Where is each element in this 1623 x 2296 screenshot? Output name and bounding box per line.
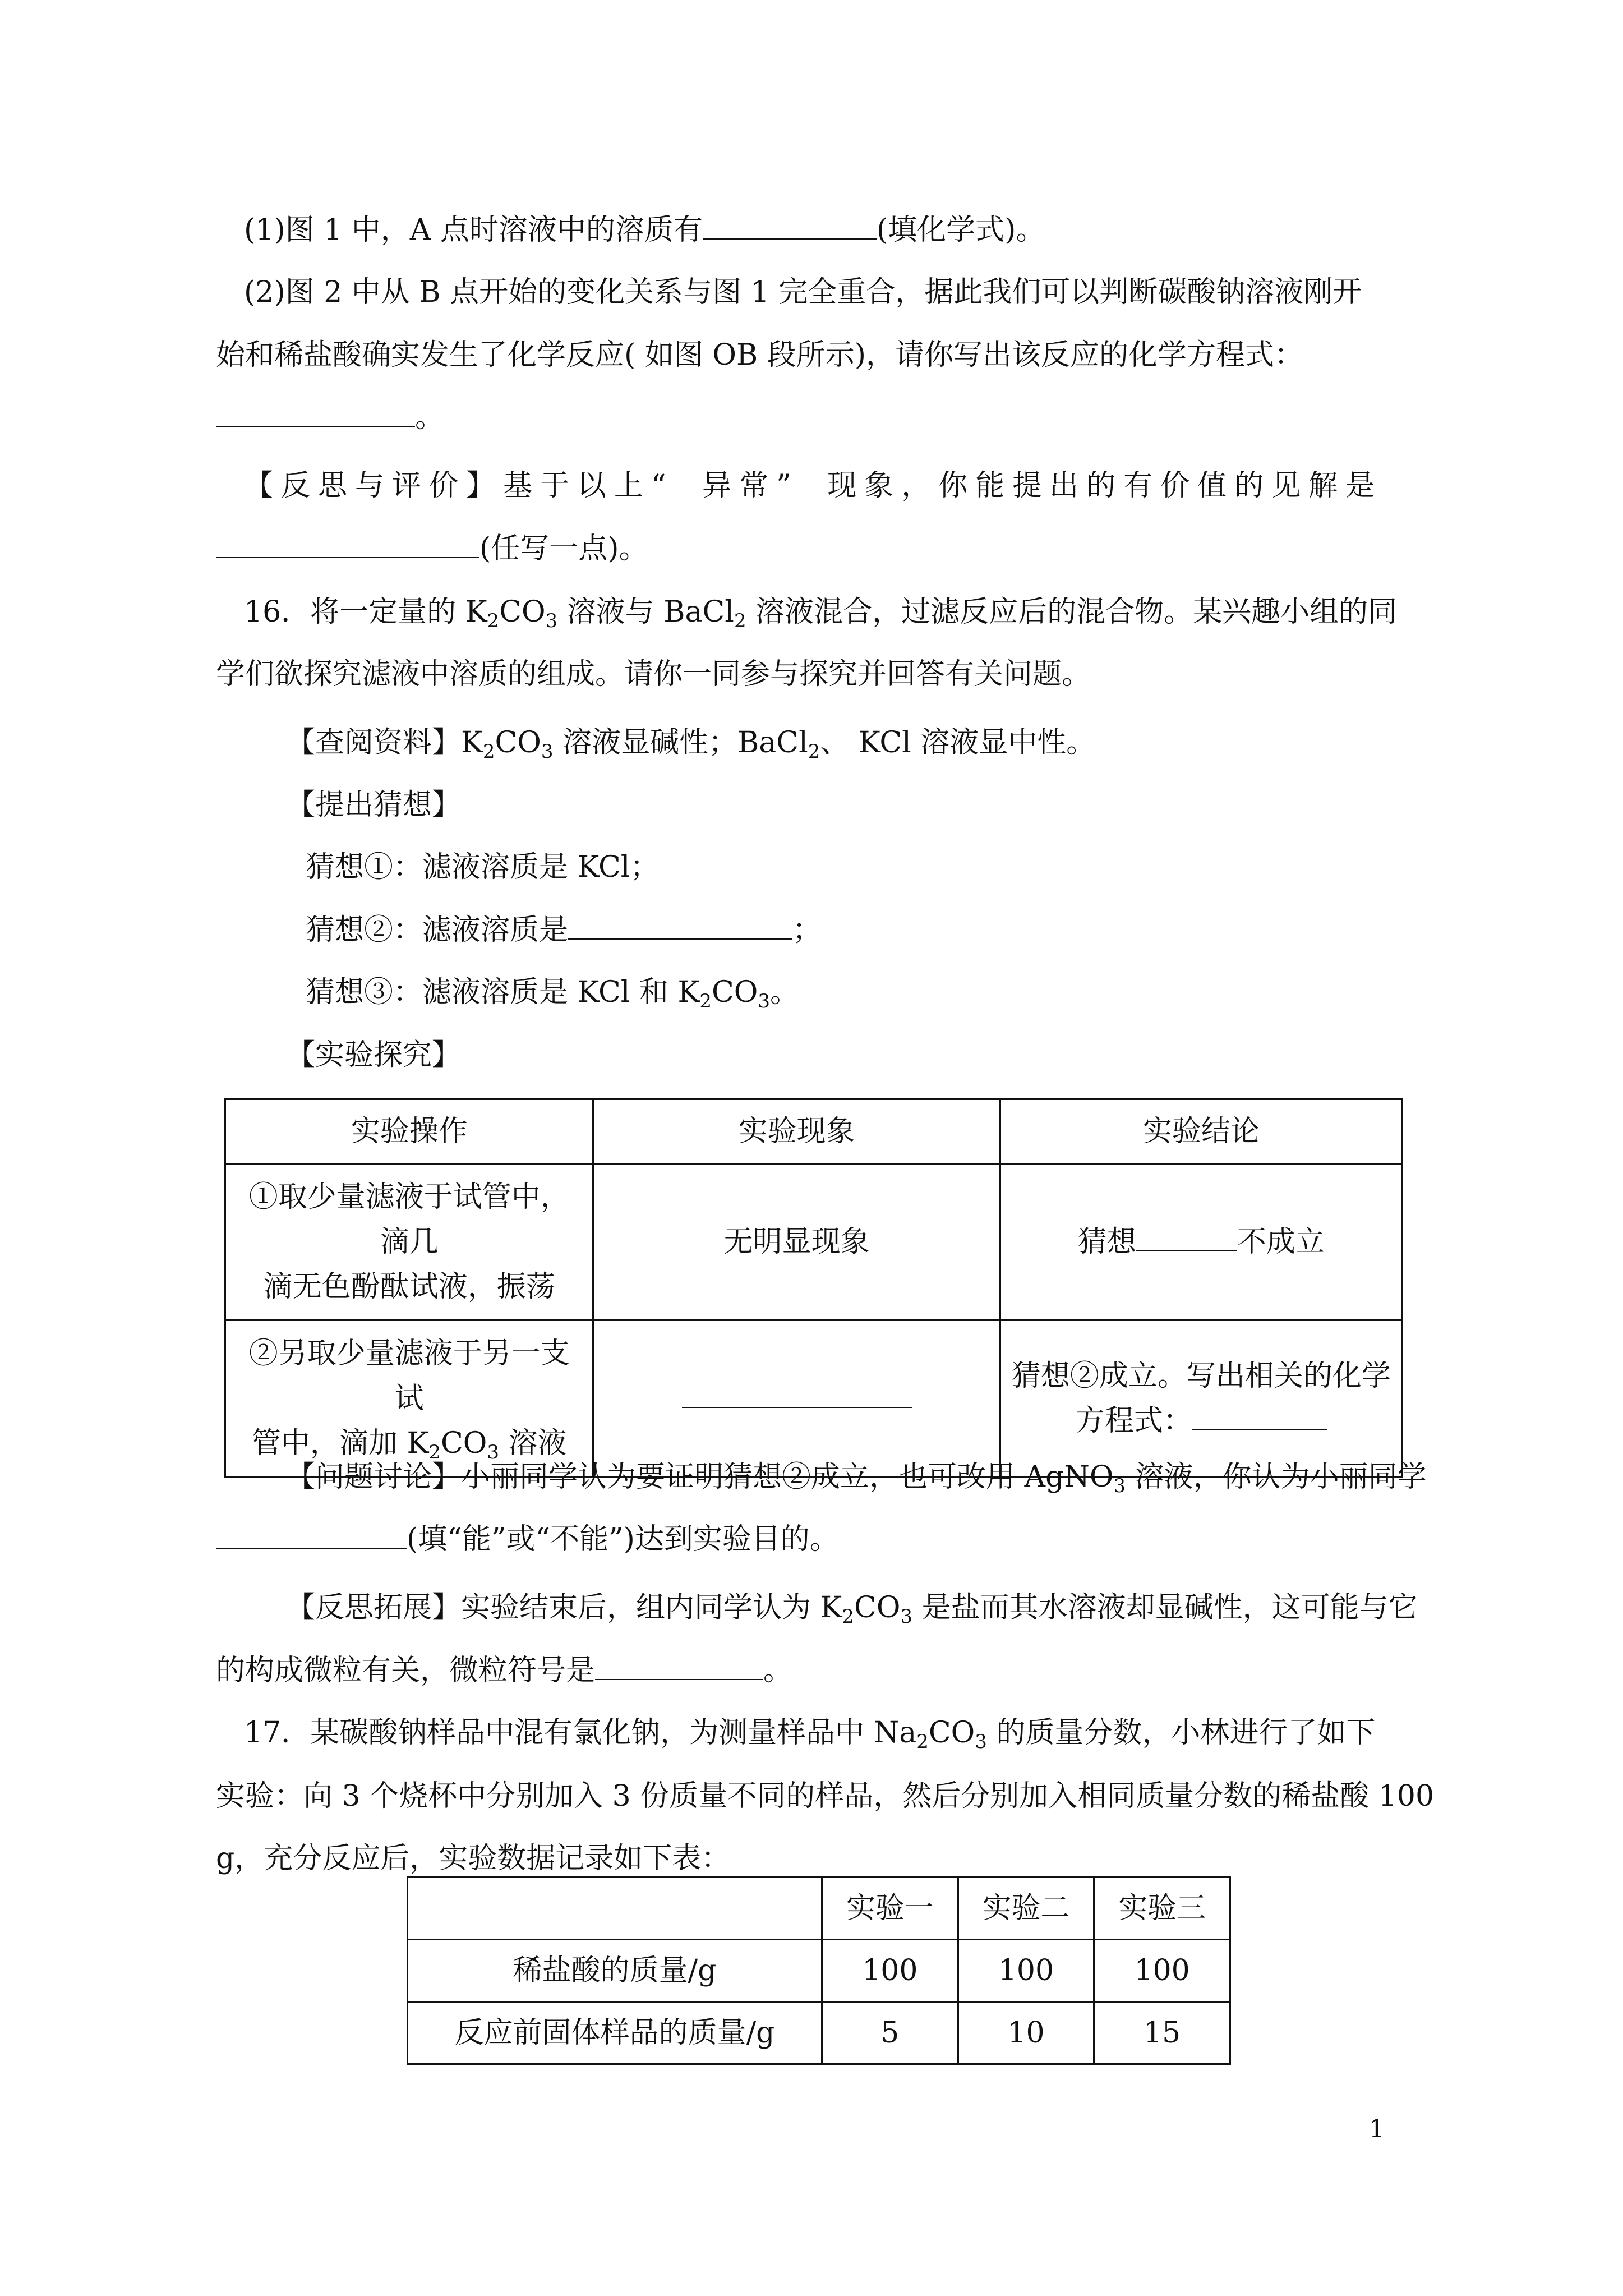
q16-discussion-line1: 【问题讨论】小丽同学认为要证明猜想②成立，也可改用 AgNO$_3$ 溶液，你认为小丽同学	[286, 1460, 1427, 1497]
q16-intro-line1: 16．将一定量的 $K_2CO_3$ 溶液与 BaCl$_2$ 溶液混合，过滤反应后的混合物。某兴趣小组的同	[244, 595, 1398, 632]
answer-blank[interactable]	[703, 213, 877, 240]
table-cell: 稀盐酸的质量/g	[408, 1940, 822, 2002]
table-cell: 无明显现象	[593, 1164, 1000, 1320]
page-number: 1	[1369, 2115, 1385, 2143]
table-header-cell: 实验结论	[1000, 1099, 1402, 1164]
table-cell: 100	[822, 1940, 958, 2002]
q16-extension-line1: 【反思拓展】实验结束后，组内同学认为 $K_2CO_3$ 是盐而其水溶液却显碱性，这可能与它	[286, 1591, 1418, 1628]
table-header-cell	[408, 1878, 822, 1940]
table-header-cell: 实验现象	[593, 1099, 1000, 1164]
answer-blank[interactable]	[682, 1381, 912, 1408]
q16-hypothesis-3: 猜想③：滤液溶质是 KCl 和 $K_2CO_3$。	[306, 976, 800, 1013]
q15-part2-line1: (2)图 2 中从 B 点开始的变化关系与图 1 完全重合，据此我们可以判断碳酸钠溶液刚开	[244, 275, 1362, 309]
answer-blank[interactable]	[1136, 1225, 1237, 1251]
answer-blank[interactable]	[216, 400, 415, 427]
answer-blank[interactable]	[568, 913, 792, 940]
q15-part2-line3: 。	[216, 399, 444, 435]
q15-part1: (1)图 1 中，A 点时溶液中的溶质有 (填化学式)。	[244, 213, 1045, 247]
table-cell	[593, 1320, 1000, 1477]
table-row	[225, 1164, 1403, 1320]
table-cell: 10	[958, 2002, 1094, 2064]
q17-intro-line1: 17．某碳酸钠样品中混有氯化钠，为测量样品中 $Na_2CO_3$ 的质量分数，小林进行了如下	[244, 1716, 1376, 1753]
q16-reference: 【查阅资料】$K_2CO_3$ 溶液显碱性；BaCl$_2$、 KCl 溶液显中性。	[286, 726, 1096, 763]
q16-hypothesis-2: 猜想②：滤液溶质是 ；	[306, 913, 822, 947]
table-cell: 15	[1094, 2002, 1230, 2064]
q15-reflection-line1: 【反思与评价】基于以上“ 异常” 现象，你能提出的有价值的见解是	[244, 469, 1383, 503]
table-header-cell: 实验二	[958, 1878, 1094, 1940]
table-row	[408, 1940, 1230, 2002]
table-cell: ②另取少量滤液于另一支试 管中，滴加 $K_2CO_3$ 溶液	[225, 1320, 593, 1477]
table-cell: 100	[958, 1940, 1094, 2002]
q17-intro-line3: g，充分反应后，实验数据记录如下表：	[216, 1842, 731, 1875]
table-cell: ①取少量滤液于试管中，滴几 滴无色酚酞试液，振荡	[225, 1164, 593, 1320]
q15-part2-line2: 始和稀盐酸确实发生了化学反应( 如图 OB 段所示)，请你写出该反应的化学方程式：	[216, 338, 1304, 372]
q16-hypothesis-1: 猜想①：滤液溶质是 KCl；	[306, 850, 660, 884]
answer-blank[interactable]	[216, 1522, 407, 1549]
q16-discussion-line2: (填“能”或“不能”)达到实验目的。	[216, 1521, 839, 1557]
q16-intro-line2: 学们欲探究滤液中溶质的组成。请你一同参与探究并回答有关问题。	[216, 657, 1091, 691]
answer-blank[interactable]	[595, 1653, 763, 1680]
table-cell: 猜想②成立。写出相关的化学 方程式：	[1000, 1320, 1402, 1477]
table-cell: 5	[822, 2002, 958, 2064]
q16-hypothesis-heading: 【提出猜想】	[286, 788, 462, 822]
table-header-cell: 实验一	[822, 1878, 958, 1940]
table-header-cell: 实验操作	[225, 1099, 593, 1164]
table-row	[225, 1320, 1403, 1477]
table-cell: 反应前固体样品的质量/g	[408, 2002, 822, 2064]
answer-blank[interactable]	[1192, 1404, 1327, 1430]
q17-intro-line2: 实验：向 3 个烧杯中分别加入 3 份质量不同的样品，然后分别加入相同质量分数的稀盐酸 100	[216, 1779, 1435, 1813]
answer-blank[interactable]	[216, 531, 479, 558]
data-table	[407, 1876, 1231, 2065]
table-cell: 猜想 不成立	[1000, 1164, 1402, 1320]
q16-experiment-heading: 【实验探究】	[286, 1038, 462, 1072]
table-cell: 100	[1094, 1940, 1230, 2002]
table-header-row	[225, 1099, 1403, 1164]
q15-reflection-line2: (任写一点)。	[216, 531, 648, 567]
table-header-row	[408, 1878, 1230, 1940]
table-row	[408, 2002, 1230, 2064]
q16-extension-line2: 的构成微粒有关，微粒符号是 。	[216, 1654, 793, 1687]
experiment-table	[224, 1098, 1403, 1478]
table-header-cell: 实验三	[1094, 1878, 1230, 1940]
